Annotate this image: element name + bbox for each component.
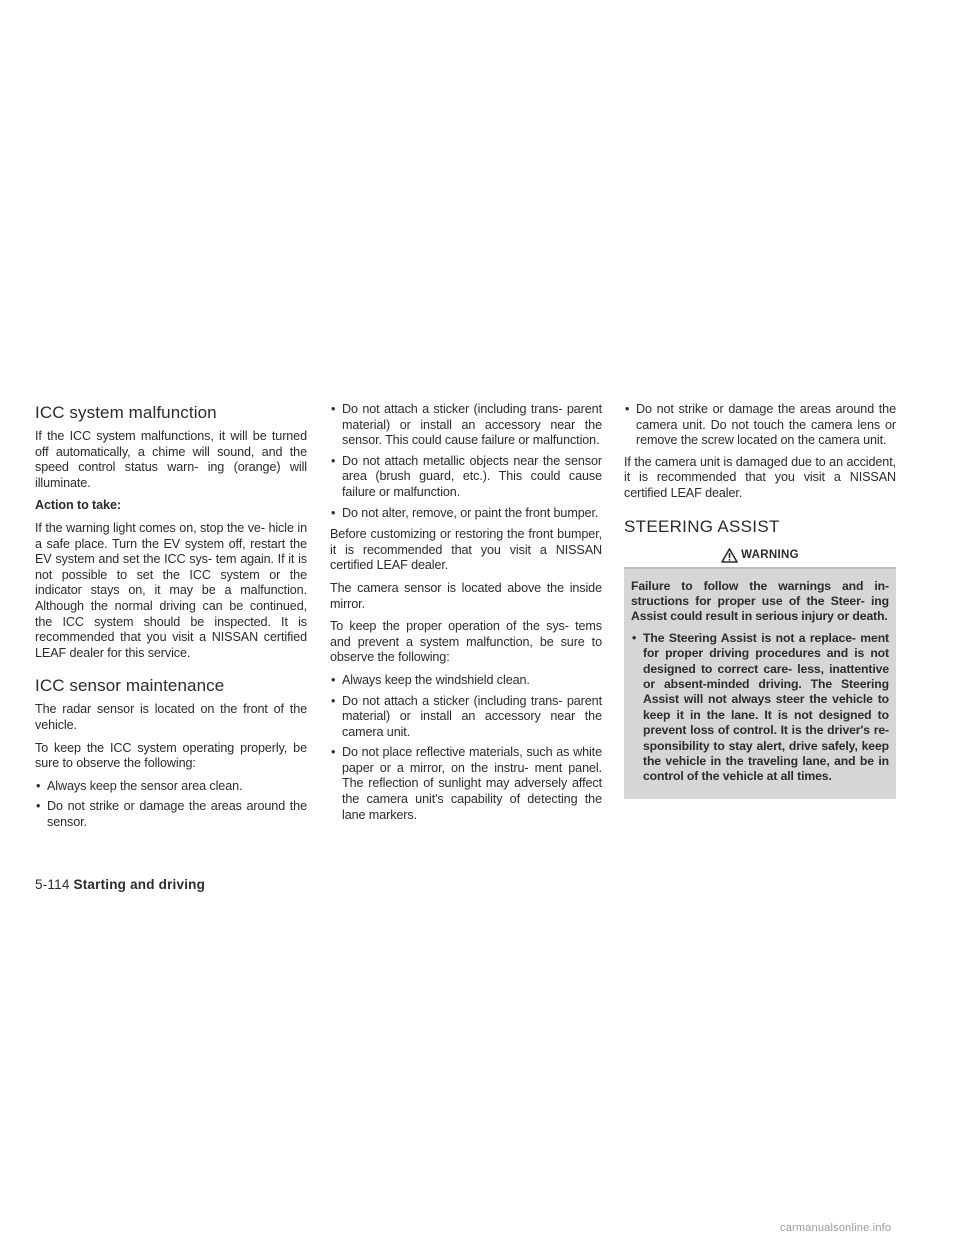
list-item: • Always keep the windshield clean.	[330, 673, 602, 689]
action-label: Action to take:	[35, 498, 121, 513]
heading-icc-system-malfunction: ICC system malfunction	[35, 403, 217, 422]
list-item: • Do not attach a sticker (including trans- parent material) or install an accessory near the sensor. This could cause failure or malfunction.	[330, 402, 602, 449]
sensor-care-list	[35, 779, 307, 831]
paragraph-radar-location: The radar sensor is located on the front of the vehicle.	[35, 702, 307, 732]
list-item: • Do not strike or damage the areas around the sensor.	[35, 799, 307, 830]
list-item: • Do not attach metallic objects near the sensor area (brush guard, etc.). This could cause failure or malfunction.	[330, 454, 602, 501]
paragraph-malfunction-description: If the ICC system malfunctions, it will be turned off automatically, a chime will sound, and the speed control status warn- ing (orange) will illuminate.	[35, 429, 307, 490]
warning-triangle-icon	[721, 548, 738, 563]
warning-label: WARNING	[741, 548, 799, 561]
paragraph-observe-following: To keep the ICC system operating properly, be sure to observe the following:	[35, 740, 307, 771]
list-item: • Do not attach a sticker (including trans- parent material) or install an accessory near the camera unit.	[330, 694, 602, 741]
list-item: • Always keep the sensor area clean.	[35, 779, 307, 795]
camera-care-list	[330, 673, 602, 823]
list-item: • Do not alter, remove, or paint the front bumper.	[330, 506, 602, 522]
list-item: • The Steering Assist is not a replace- ment for proper driving procedures and is not designed to correct care- less, inattentive or absent-minded driving. The Steering Assist will not always steer the vehicle to keep it in the lane. It is not designed to prevent loss of control. It is the driver's re- sponsibility to stay alert, drive safely, keep the vehicle in the traveling lane, and be in control of the vehicle at all times.	[631, 631, 889, 785]
page-footer	[35, 877, 205, 892]
heading-steering-assist: STEERING ASSIST	[624, 516, 780, 536]
paragraph-action-steps: If the warning light comes on, stop the ve- hicle in a safe place. Turn the EV system off, restart the EV system and set the ICC sys- tem again. If it is not possible to set the ICC system or the indicator stays on, it may be a malfunction. Although the normal driving can be continued, the ICC system should be inspected. It is recommended that you visit a NISSAN certified LEAF dealer for this service.	[35, 520, 307, 660]
page-number: 5-114	[35, 877, 70, 892]
warning-header	[624, 545, 896, 569]
paragraph-camera-location: The camera sensor is located above the inside mirror.	[330, 580, 602, 611]
warning-box	[624, 545, 896, 799]
paragraph-customizing-bumper: Before customizing or restoring the front bumper, it is recommended that you visit a NISSAN certified LEAF dealer.	[330, 527, 602, 573]
paragraph-camera-damaged: If the camera unit is damaged due to an accident, it is recommended that you visit a NISSAN certified LEAF dealer.	[624, 454, 896, 500]
sensor-precautions-list	[330, 402, 602, 521]
column-2	[330, 402, 602, 829]
warning-intro: Failure to follow the warnings and in- structions for proper use of the Steer- ing Assist could result in serious injury or death.	[631, 578, 889, 624]
heading-icc-sensor-maintenance: ICC sensor maintenance	[35, 676, 225, 696]
paragraph-observe-following: To keep the proper operation of the sys- tems and prevent a system malfunction, be sure to observe the following:	[330, 619, 602, 665]
section-name: Starting and driving	[73, 877, 206, 892]
watermark: carmanualsonline.info	[780, 1222, 892, 1234]
warning-body	[624, 569, 896, 799]
camera-damage-list	[624, 402, 896, 449]
column-1	[35, 402, 307, 836]
column-3	[624, 402, 896, 799]
warning-list	[631, 631, 889, 785]
list-item: • Do not place reflective materials, such as white paper or a mirror, on the instru- ment panel. The reflection of sunlight may adversely affect the camera unit's capability of detecting the lane markers.	[330, 745, 602, 823]
list-item: • Do not strike or damage the areas around the camera unit. Do not touch the camera lens or remove the screw located on the camera unit.	[624, 402, 896, 449]
